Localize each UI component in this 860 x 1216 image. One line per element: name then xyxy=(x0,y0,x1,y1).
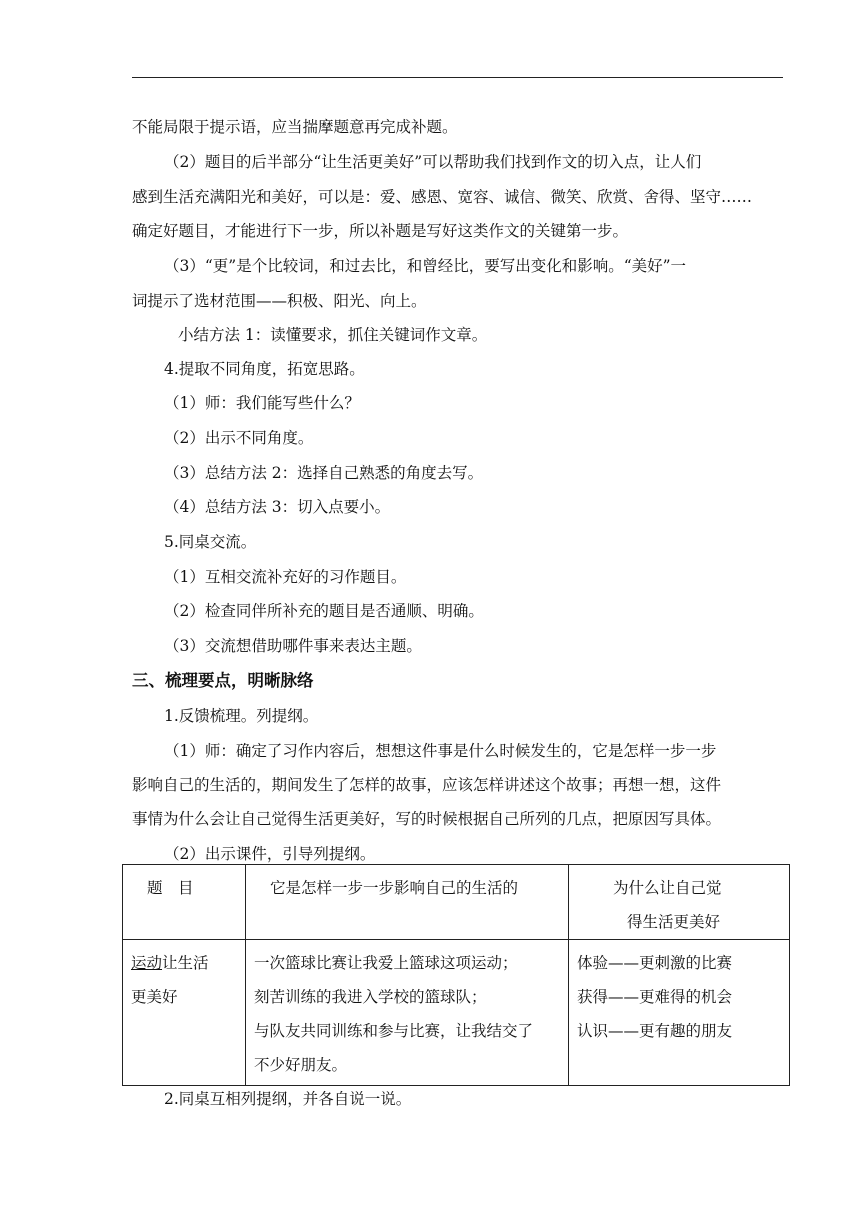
paragraph-line: 影响自己的生活的，期间发生了怎样的故事，应该怎样讲述这个故事；再想一想，这件 xyxy=(132,776,722,794)
header-rule xyxy=(132,77,783,78)
paragraph-line: （1）师：确定了习作内容后，想想这件事是什么时候发生的，它是怎样一步一步 xyxy=(164,742,717,760)
row-cell-reason: 体验——更刺激的比赛 获得——更难得的机会 认识——更有趣的朋友 xyxy=(569,940,790,1086)
header-cell-process: 它是怎样一步一步影响自己的生活的 xyxy=(246,865,569,940)
paragraph-line: （3）“更”是个比较词，和过去比，和曾经比，要写出变化和影响。“美好”一 xyxy=(164,257,687,275)
list-item: （2）出示不同角度。 xyxy=(164,429,314,447)
underlined-keyword: 运动 xyxy=(131,954,163,972)
list-item: （4）总结方法 3：切入点要小。 xyxy=(164,498,391,516)
section-heading: 三、梳理要点，明晰脉络 xyxy=(132,671,314,690)
paragraph-line: 感到生活充满阳光和美好，可以是：爱、感恩、宽容、诚信、微笑、欣赏、舍得、坚守…… xyxy=(132,188,753,206)
list-item: （1）互相交流补充好的习作题目。 xyxy=(164,568,407,586)
step-1-title: 1.反馈梳理。列提纲。 xyxy=(164,707,319,725)
row-cell-title: 运动让生活 更美好 xyxy=(123,940,246,1086)
list-item: （2）检查同伴所补充的题目是否通顺、明确。 xyxy=(164,602,484,620)
row-cell-process: 一次篮球比赛让我爱上篮球这项运动； 刻苦训练的我进入学校的篮球队； 与队友共同训练和参与比赛，让我结交了 不少好朋友。 xyxy=(246,940,569,1086)
header-cell-title: 题 目 xyxy=(123,865,246,940)
paragraph-line: （2）出示课件，引导列提纲。 xyxy=(164,845,376,863)
paragraph-line: 不能局限于提示语，应当揣摩题意再完成补题。 xyxy=(132,118,458,136)
table-row xyxy=(123,940,790,1086)
paragraph-line: 确定好题目，才能进行下一步，所以补题是写好这类作文的关键第一步。 xyxy=(132,222,629,240)
step-5-title: 5.同桌交流。 xyxy=(164,533,257,551)
outline-table xyxy=(122,864,790,1086)
table-header-row xyxy=(123,865,790,940)
step-4-title: 4.提取不同角度，拓宽思路。 xyxy=(164,360,365,378)
paragraph-line: 词提示了选材范围——积极、阳光、向上。 xyxy=(132,292,427,310)
header-cell-reason: 为什么让自己觉 得生活更美好 xyxy=(569,865,790,940)
paragraph-line: 事情为什么会让自己觉得生活更美好，写的时候根据自己所列的几点，把原因写具体。 xyxy=(132,810,722,828)
paragraph-line: （2）题目的后半部分“让生活更美好”可以帮助我们找到作文的切入点，让人们 xyxy=(164,153,702,171)
step-2-title: 2.同桌互相列提纲，并各自说一说。 xyxy=(164,1090,412,1108)
list-item: （3）交流想借助哪件事来表达主题。 xyxy=(164,637,422,655)
list-item: （3）总结方法 2：选择自己熟悉的角度去写。 xyxy=(164,464,484,482)
list-item: （1）师：我们能写些什么？ xyxy=(164,394,360,412)
summary-method-1: 小结方法 1：读懂要求，抓住关键词作文章。 xyxy=(178,326,488,344)
